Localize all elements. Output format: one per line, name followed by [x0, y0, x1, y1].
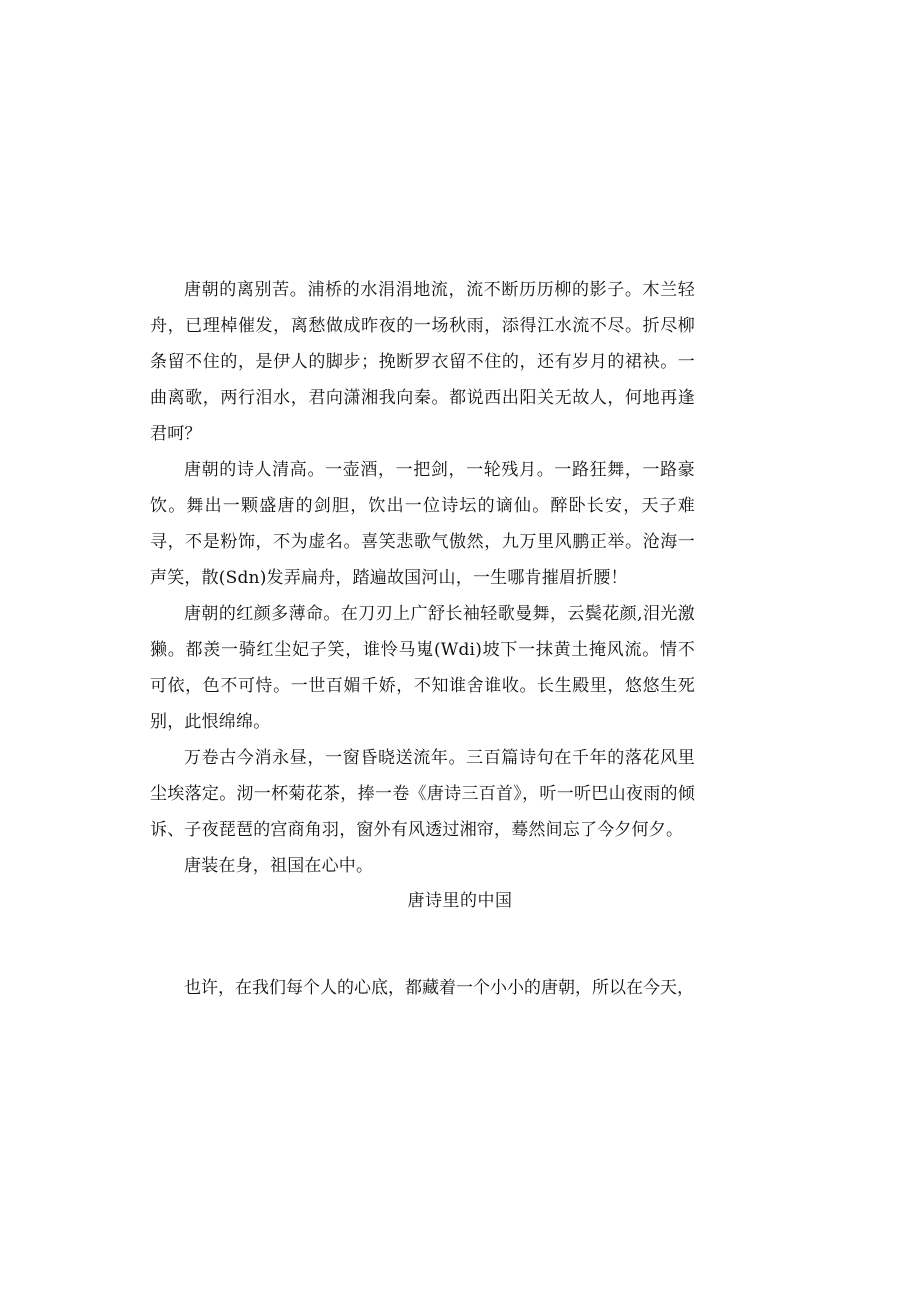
paragraph-farewell: 唐朝的离别苦。浦桥的水涓涓地流，流不断历历柳的影子。木兰轻舟，已理棹催发，离愁做成昨夜的一场秋雨，添得江水流不尽。折尽柳条留不住的，是伊人的脚步；挽断罗衣留不住的，还有岁月的裙袂。一曲离歌，两行泪水，君向潇湘我向秦。都说西出阳关无故人，何地再逢君呵？: [150, 280, 695, 444]
section-title: 唐诗里的中国: [407, 891, 513, 911]
body-text: [150, 272, 695, 884]
paragraph-reading: 万卷古今消永昼，一窗昏晓送流年。三百篇诗句在千年的落花风里尘埃落定。沏一杯菊花茶，捧一卷《唐诗三百首》，听一听巴山夜雨的倾诉、子夜琵琶的宫商角羽，窗外有风透过湘帘，蓦然间忘了今夕何夕。: [150, 748, 695, 840]
paragraph-beauties: 唐朝的红颜多薄命。在刀刃上广舒长袖轻歌曼舞，云鬓花颜,泪光激獭。都羡一骑红尘妃子笑，谁怜马嵬(Wdi)坡下一抹黄土掩风流。情不可依，色不可恃。一世百媚千娇，不知谁舍谁收。长生殿里，悠悠生死别，此恨绵绵。: [150, 604, 695, 732]
paragraph-opening: 也许，在我们每个人的心底，都藏着一个小小的唐朝，所以在今天，: [184, 978, 694, 998]
paragraph-conclusion: 唐装在身，祖国在心中。: [184, 856, 374, 876]
paragraph-poets: 唐朝的诗人清高。一壶酒，一把剑，一轮残月。一路狂舞，一路豪饮。舞出一颗盛唐的剑胆，饮出一位诗坛的谪仙。醉卧长安，天子难寻，不是粉饰，不为虚名。喜笑悲歌气傲然，九万里风鹏正举。沧海一声笑，散(Sdn)发弄扁舟，踏遍故国河山，一生哪肯摧眉折腰！: [150, 460, 695, 588]
